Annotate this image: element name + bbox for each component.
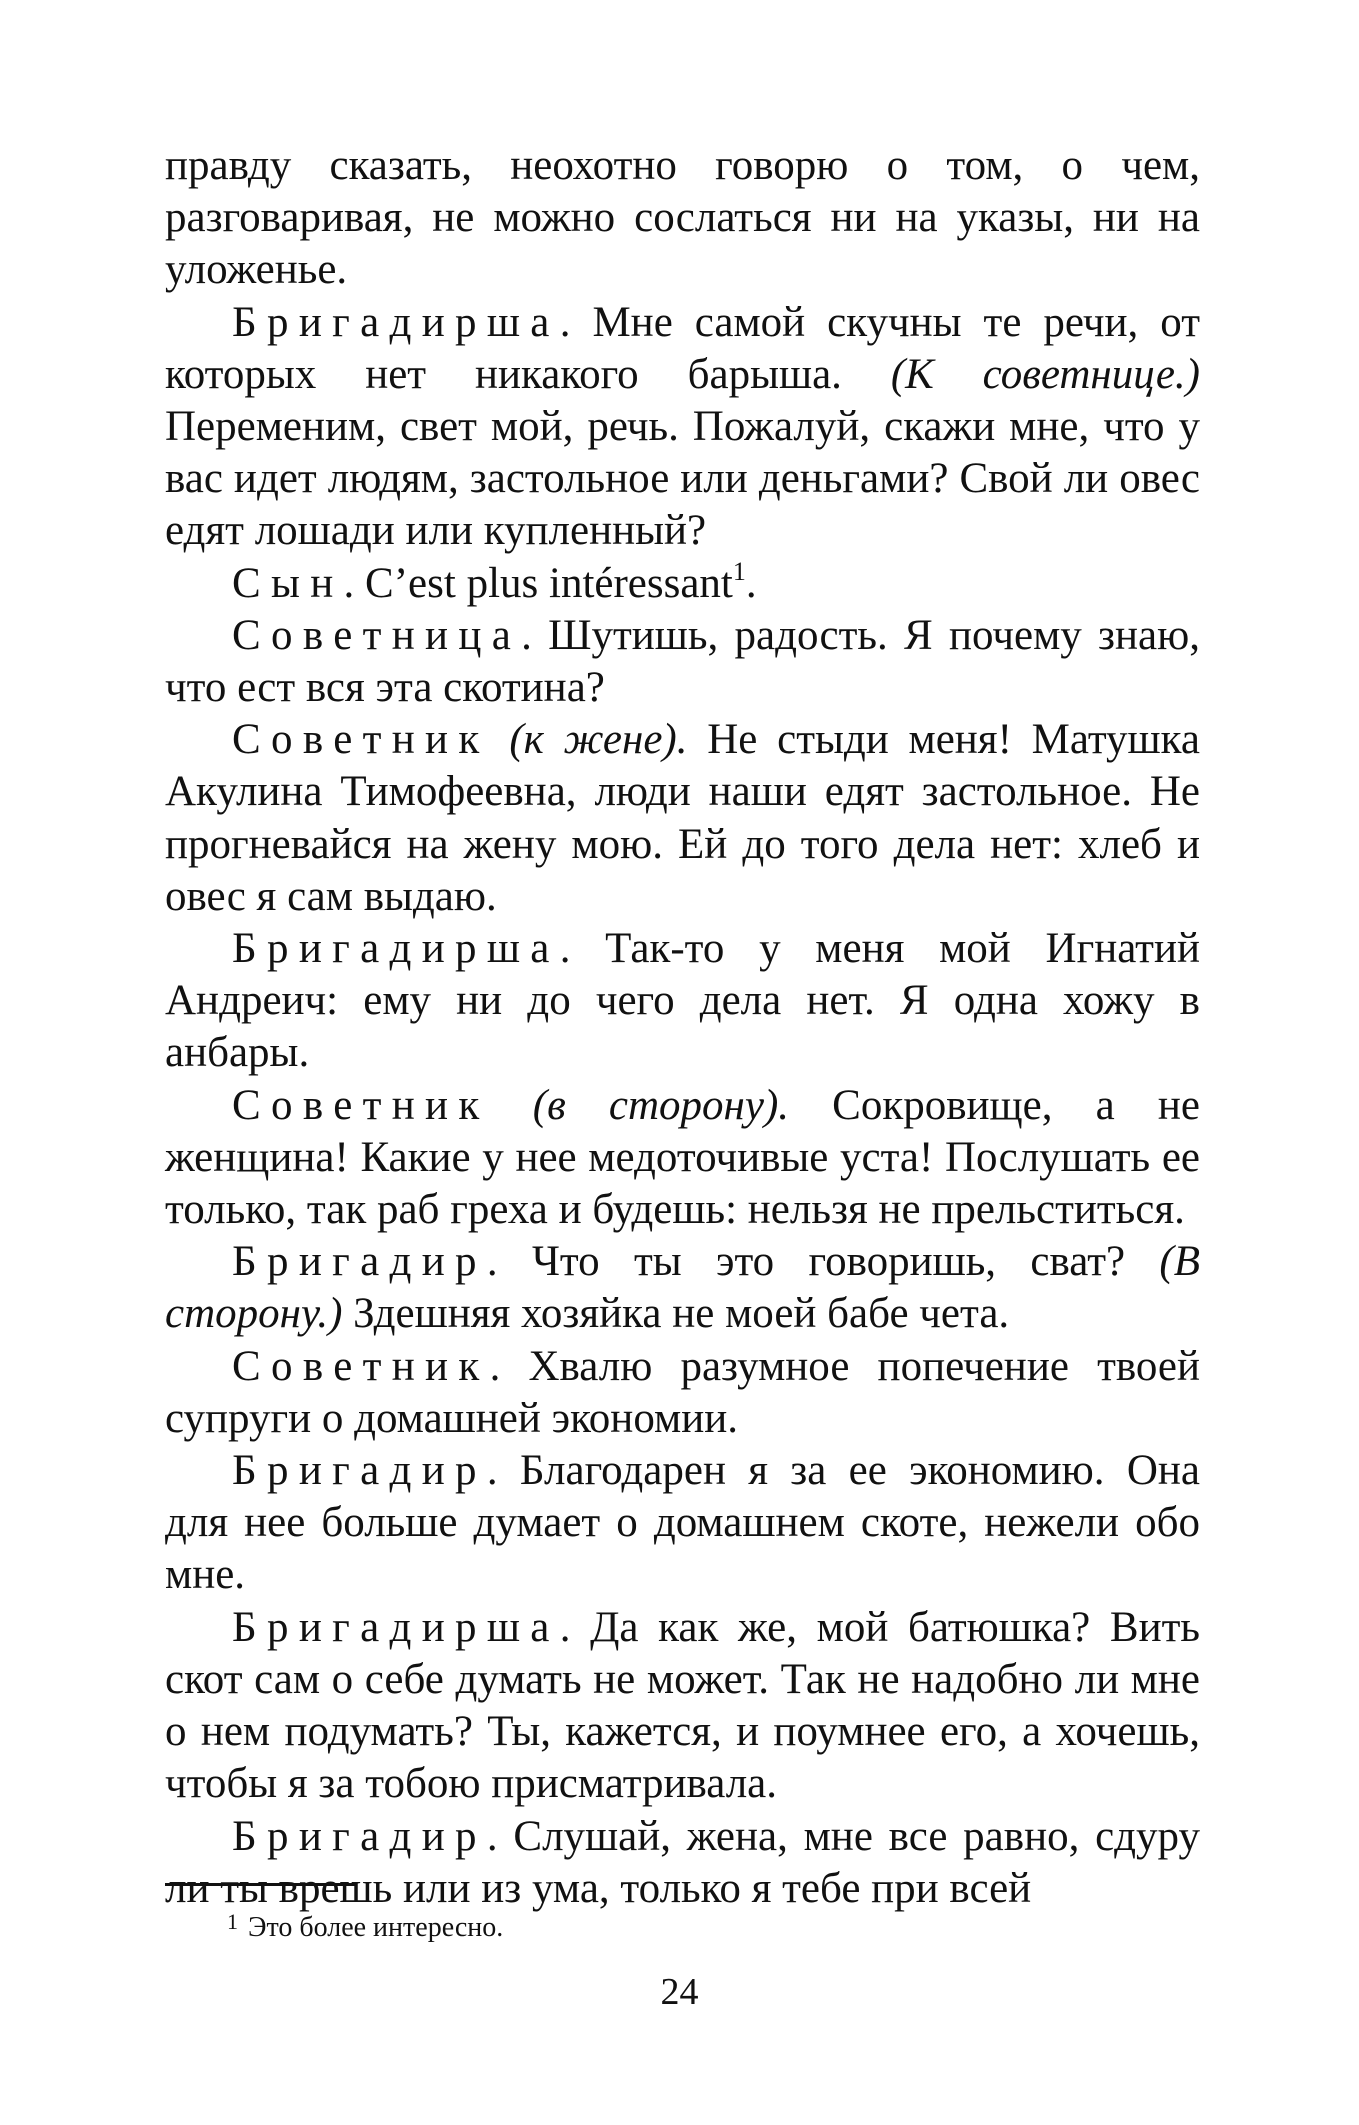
speech-text: . Да как же, мой батюшка? Вить скот сам о себе думать не может. Так не надобно ли мне о нем подумать? Ты, кажется, и поумнее его, а хочешь, чтобы я за тобою присматривала. (165, 1603, 1200, 1808)
speaker-name: Бригадирша (232, 925, 560, 973)
speech-text: . Шутишь, радость. Я почему знаю, что ест вся эта скотина? (165, 611, 1200, 712)
speech-text: Сокровище, а не женщина! Какие у нее медоточивые уста! Послушать ее только, так раб греха и будешь: нельзя не прельститься. (165, 1081, 1200, 1234)
speaker-name: Советник (232, 1342, 490, 1390)
stage-direction: (К советнице.) (890, 350, 1200, 398)
speech-paragraph (165, 558, 1200, 610)
stage-direction: (в сторону). (532, 1081, 790, 1129)
speech-text (490, 1082, 533, 1129)
speech-paragraph (165, 1236, 1200, 1340)
speech-text: Здешняя хозяйка не моей бабе чета. (342, 1290, 1010, 1338)
speech-paragraph (165, 1080, 1200, 1237)
speech-paragraph (165, 297, 1200, 558)
speech-paragraph (165, 714, 1200, 923)
speech-paragraph (165, 1602, 1200, 1811)
stage-direction: (В сторону.) (165, 1238, 1200, 1338)
speaker-name: Сын (232, 559, 344, 607)
footnote-text: Это более интересно. (248, 1912, 504, 1943)
speaker-name: Бригадир (232, 1238, 487, 1286)
speech-text: Переменим, свет мой, речь. Пожалуй, скажи мне, что у вас идет людям, застольное или деньгами? Свой ли овес едят лошади или купленный? (165, 403, 1200, 555)
speech-text (490, 716, 510, 763)
speech-text: правду сказать, неохотно говорю о том, о чем, разговаривая, не можно сослаться ни на указы, ни на уложенье. (165, 142, 1200, 294)
speaker-name: Бригадир (232, 1447, 487, 1495)
speech-text: . Мне самой скучны те речи, от которых нет никакого барыша. (165, 298, 1200, 398)
footnote-reference: 1 (732, 556, 746, 586)
footnote-mark: 1 (227, 1909, 238, 1934)
speech-paragraph (165, 923, 1200, 1080)
speech-text: . (745, 559, 757, 607)
page-number: 24 (660, 1971, 699, 2013)
footnote-rule (165, 1883, 357, 1886)
speech-paragraph (165, 1341, 1200, 1445)
speech-text: . C’est plus intéressant (343, 559, 733, 607)
speaker-name: Советница (232, 611, 522, 659)
speech-text: . Что ты это говоришь, сват? (486, 1238, 1160, 1286)
footnote (227, 1904, 503, 1946)
speech-paragraph (165, 1811, 1200, 1915)
speech-text: . Благодарен я за ее экономию. Она для нее больше думает о домашнем скоте, нежели обо мне. (165, 1447, 1200, 1599)
speaker-name: Советник (232, 1081, 490, 1129)
speech-text: Не стыди меня! Матушка Акулина Тимофеевна, люди наши едят застольное. Не прогневайся на жену мою. Ей до того дела нет: хлеб и овес я сам выдаю. (165, 716, 1200, 920)
speech-text: . Так-то у меня мой Игнатий Андреич: ему ни до чего дела нет. Я одна хожу в анбары. (165, 925, 1200, 1077)
speaker-name: Бригадирша (232, 298, 560, 346)
speech-text: . Слушай, жена, мне все равно, сдуру ли ты врешь или из ума, только я тебе при всей (165, 1812, 1200, 1912)
speaker-name: Бригадир (232, 1812, 487, 1860)
speaker-name: Бригадирша (232, 1603, 560, 1651)
stage-direction: (к жене). (509, 716, 688, 764)
play-text (165, 140, 1200, 1915)
speech-paragraph (165, 610, 1200, 714)
speech-text: . Хвалю разумное попечение твоей супруги о домашней экономии. (165, 1342, 1200, 1442)
speech-paragraph (165, 1445, 1200, 1602)
continuation-paragraph (165, 140, 1200, 297)
speaker-name: Советник (232, 716, 490, 764)
